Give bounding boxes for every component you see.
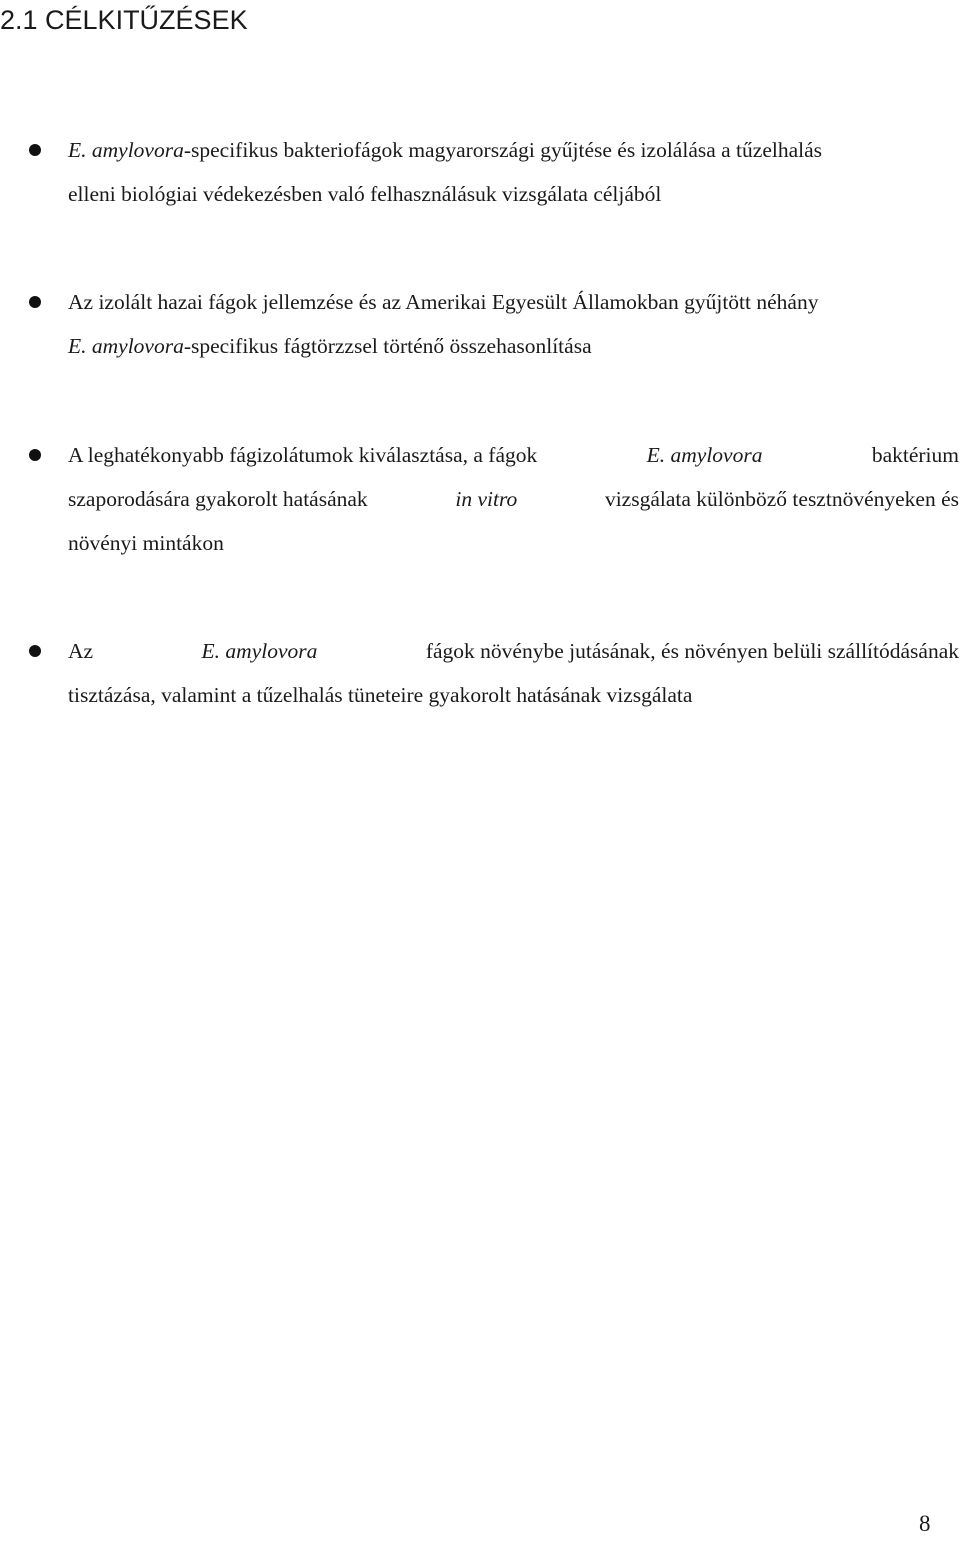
item-3-text-a: A leghatékonyabb fágizolátumok kiválasztása, a fágok [68, 443, 538, 467]
objective-item-3 [68, 433, 959, 565]
item-4-line-2: tisztázása, valamint a tűzelhalás tüneteire gyakorolt hatásának vizsgálata [68, 683, 693, 707]
species-name: E. amylovora [646, 443, 763, 467]
species-name: E. amylovora [201, 639, 318, 663]
item-1-text: -specifikus bakteriofágok magyarországi gyűjtése és izolálása a tűzelhalás [183, 138, 823, 162]
item-3-text-b: baktérium [871, 443, 959, 467]
bullet-dot-icon [29, 296, 41, 308]
item-2-line-1: Az izolált hazai fágok jellemzése és az Amerikai Egyesült Államokban gyűjtött néhány [68, 290, 819, 314]
item-4-text-b: fágok növénybe jutásának, és növényen belüli szállítódásának [425, 639, 959, 663]
bullet-dot-icon [29, 449, 41, 461]
bullet-dot-icon [29, 144, 41, 156]
objective-item-1 [68, 128, 959, 216]
item-4-text-a: Az [68, 639, 94, 663]
item-3-text-d: vizsgálata különböző tesztnövényeken és [604, 487, 959, 511]
species-name: E. amylovora [68, 138, 184, 162]
item-4-line-1 [68, 629, 959, 673]
bullet-dot-icon [29, 645, 41, 657]
item-1-line-1 [68, 128, 959, 172]
item-3-line-1 [68, 433, 959, 477]
species-name: E. amylovora [68, 334, 184, 358]
item-2-line-2 [68, 324, 959, 368]
objective-item-2 [68, 280, 959, 368]
objective-item-4 [68, 629, 959, 717]
page-number: 8 [919, 1511, 931, 1536]
item-3-text-c: szaporodására gyakorolt hatásának [68, 487, 368, 511]
in-vitro-term: in vitro [455, 487, 518, 511]
item-3-line-3: növényi mintákon [68, 531, 224, 555]
item-3-line-2 [68, 477, 959, 521]
item-1-line-2: elleni biológiai védekezésben való felhasználásuk vizsgálata céljából [68, 182, 662, 206]
item-2-text: -specifikus fágtörzzsel történő összehasonlítása [183, 334, 592, 358]
section-heading: 2.1 CÉLKITŰZÉSEK [0, 5, 248, 35]
